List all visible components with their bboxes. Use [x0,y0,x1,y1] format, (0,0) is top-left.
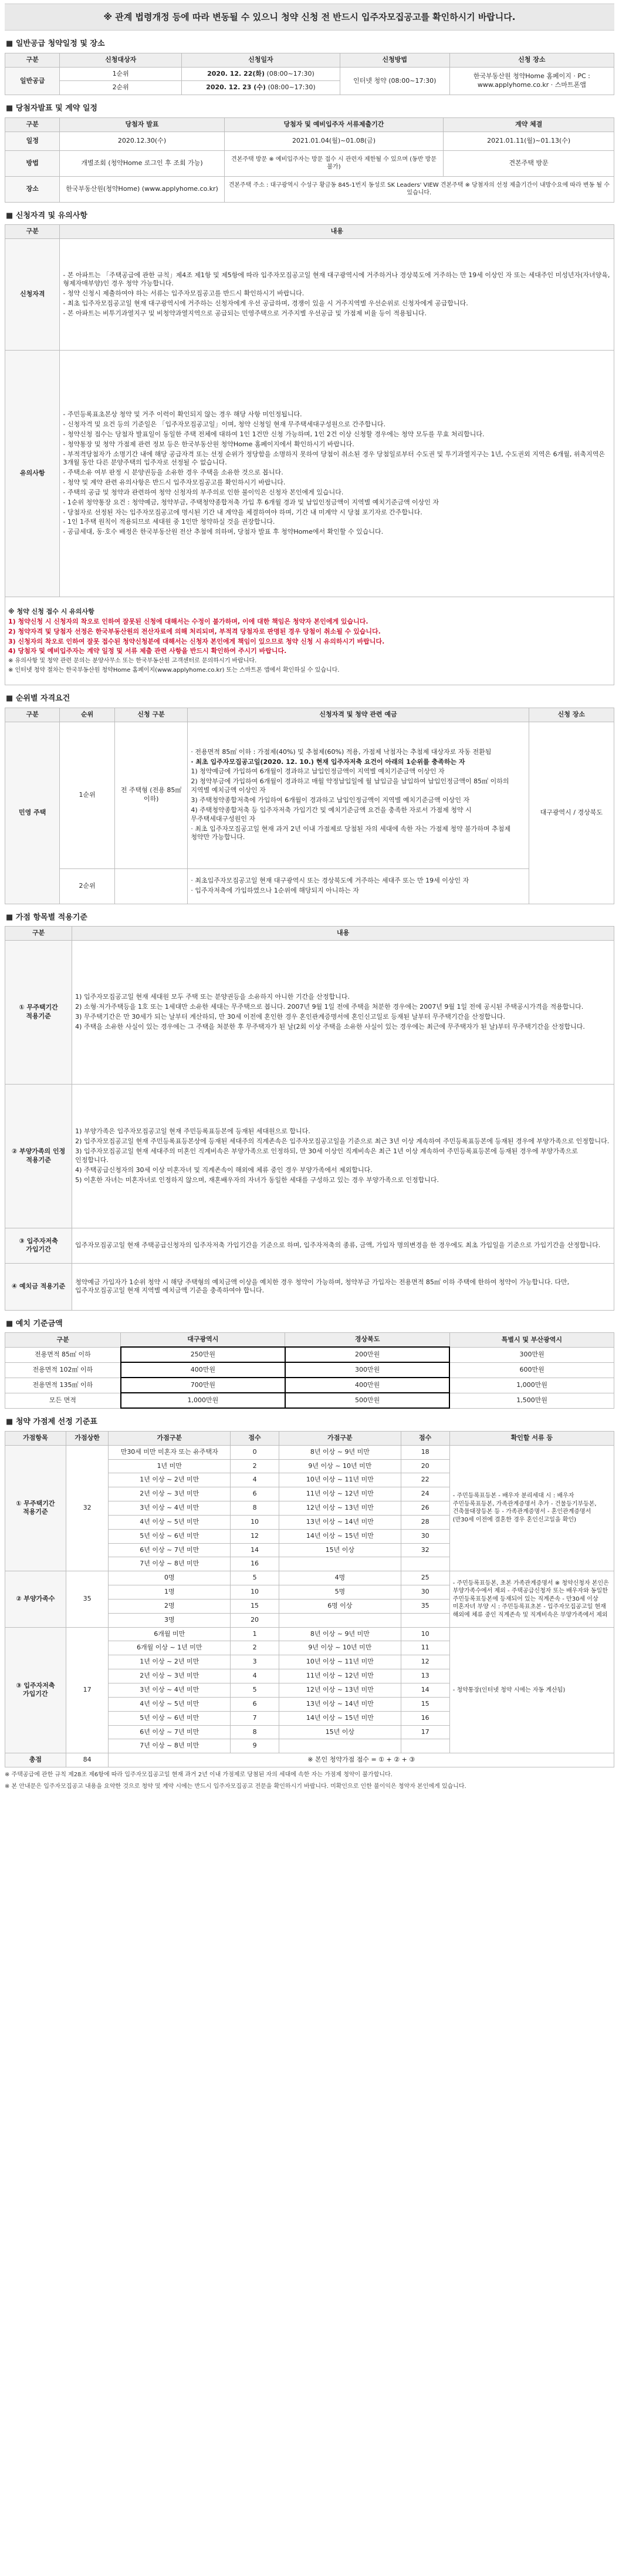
score-points: 32 [401,1543,449,1557]
boxed-notes [5,597,614,685]
deposit-daegu: 700만원 [121,1378,285,1393]
score-range: 2년 이상 ~ 3년 미만 [109,1669,231,1683]
time-value: 08:00~17:30 [270,83,313,92]
score-range: 10년 이상 ~ 11년 미만 [279,1655,401,1669]
col-header: 구분 [5,1333,121,1347]
col-header: 구분 [5,225,60,239]
score-points: 28 [401,1515,449,1529]
score-points: 10 [231,1585,279,1600]
col-header: 당첨자 및 예비입주자 서류제출기간 [224,117,444,132]
score-points: 24 [401,1487,449,1501]
table-cell: 개별조회 (청약Home 로그인 후 조회 가능) [60,150,224,176]
score-points: 11 [401,1641,449,1655]
score-points: 16 [401,1711,449,1725]
score-range: 11년 이상 ~ 12년 미만 [279,1487,401,1501]
date-cell: 2020. 12. 22(화) (08:00~17:30) [182,67,340,81]
col-header: 특별시 및 부산광역시 [449,1333,614,1347]
col-header: 신청자격 및 청약 관련 예금 [188,708,529,722]
criteria-table [5,926,614,1311]
col-header: 대구광역시 [121,1333,285,1347]
text-line: · 최초 입주자모집공고일(2020. 12. 10.) 현재 입주자저축 요건이 아래의 1순위를 충족하는 자 [191,757,465,766]
section-title-criteria: ■ 가점 항목별 적용기준 [5,912,614,923]
rank-1-content [188,722,529,868]
required-docs: - 주민등록표등본, 초본 가족관계증명서 ※ 청약신청자 본인은 부양가족수에서 제외 - 주택공급신청자 또는 배우자와 동일한 주민등록표등본에 등재되어 있는 직계존속 - 만30세 이상 미혼자녀 부양 시 : 주민등록표초본 - 입주자모집공고일 현재 해외에 체류 중인 직계존속 및 직계비속은 부양가족에서 제외 [449,1571,614,1627]
score-points: 15 [231,1599,279,1613]
criteria-content [72,1228,614,1263]
col-header: 신청 구분 [114,708,188,722]
text-line: · 최초 입주자모집공고일 현재 과거 2년 이내 가점제로 당첨된 자의 세대에 속한 자는 가점제 청약 불가하며 추첨제 청약만 가능합니다. [191,824,510,841]
caution-content [60,351,614,597]
rank-label: 1순위 [60,722,114,868]
announcement-table [5,117,614,203]
score-range: 15년 이상 [279,1543,401,1557]
score-points: 35 [401,1599,449,1613]
score-range: 만30세 미만 미혼자 또는 유주택자 [109,1445,231,1459]
type-cell: 전 주택형 (전용 85㎡ 이하) [114,722,188,868]
score-points: 10 [401,1627,449,1641]
text-line: - 청약 신청시 제출하여야 하는 서류는 입주자모집공고를 반드시 확인하시기 바랍니다. [63,289,305,298]
score-points: 16 [231,1557,279,1571]
score-range: 6명 이상 [279,1599,401,1613]
total-value: 84 [66,1753,109,1767]
score-points: 2 [231,1459,279,1473]
score-range [279,1557,401,1571]
text-line: 4) 주택청약종합저축 등 입주자저축 가입기간 및 예치기준금액 요건을 충족한 자로서 가점제 청약 시 무주택세대구성원인 자 [191,806,472,823]
score-points: 12 [401,1655,449,1669]
text-line: - 최초 입주자모집공고일 현재 대구광역시에 거주하는 신청자에게 우선 공급하며, 경쟁이 있을 시 거주지역별 우선순위로 신청자에게 공급합니다. [63,299,468,308]
text-line: 2) 소형·저가주택등을 1호 또는 1세대만 소유한 세대는 무주택으로 봅니다. 2007년 9월 1일 전에 주택을 처분한 경우에는 2007년 9월 1일 전에 공시된 주택공시가격을 적용합니다. [75,1003,584,1011]
rank-table [5,708,614,904]
deposit-daegu: 400만원 [121,1362,285,1378]
score-range: 8년 이상 ~ 9년 미만 [279,1445,401,1459]
col-header: 점수 [231,1431,279,1445]
score-points: 0 [231,1445,279,1459]
score-range: 9년 이상 ~ 10년 미만 [279,1641,401,1655]
score-range: 1년 이상 ~ 2년 미만 [109,1473,231,1487]
score-points: 6 [231,1697,279,1711]
table-row [5,1445,614,1459]
text-line: 1) 청약예금에 가입하여 6개월이 경과하고 납입인정금액이 지역별 예치기준금액 이상인 자 [191,767,445,776]
text-line: · 입주자저축에 가입하였으나 1순위에 해당되지 아니하는 자 [191,887,359,894]
text-line: 3) 주택청약종합저축에 가입하여 6개월이 경과하고 납입인정금액이 지역별 예치기준금액 이상인 자 [191,796,470,804]
rank-2-content [188,868,529,904]
table-cell: 2021.01.11(월)~01.13(수) [444,132,614,150]
text-line: - 당첨자로 선정된 자는 입주자모집공고에 명시된 기간 내 계약을 체결하여야 하며, 기간 내 미계약 시 당첨 포기자로 간주합니다. [63,508,422,516]
deposit-gyeongbuk: 200만원 [285,1347,449,1362]
deposit-daegu: 1,000만원 [121,1393,285,1408]
score-points: 1 [231,1627,279,1641]
score-range: 6년 이상 ~ 7년 미만 [109,1543,231,1557]
text-line: 4) 주택공급신청자의 30세 이상 미혼자녀 및 직계존속이 해외에 체류 중인 경우 부양가족에서 제외합니다. [75,1166,373,1174]
score-range: 9년 이상 ~ 10년 미만 [279,1459,401,1473]
text-line: - 부적격당첨자가 소명기간 내에 해당 공급자격 또는 선정 순위가 정당함을 소명하지 못하여 당첨이 취소된 경우 당첨일로부터 수도권 및 투기과열지구는 1년, 수도권외 지역은 6개월, 위축지역은 3개월 동안 다른 분양주택의 입주자로 선정될 수 없습니다. [63,450,605,467]
score-range [279,1613,401,1627]
table-cell: 2021.01.04(월)~01.08(금) [224,132,444,150]
col-header: 가점구분 [279,1431,401,1445]
text-line: ※ 청약 신청 접수 시 유의사항 [8,608,94,615]
score-points: 14 [231,1543,279,1557]
text-line: · 전용면적 85㎡ 이하 : 가점제(40%) 및 추첨제(60%) 적용, 가점제 낙첨자는 추첨제 대상자로 자동 전환됨 [191,747,492,756]
row-label: ③ 입주자저축 가입기간 [5,1228,72,1263]
row-group-label: 일반공급 [5,67,60,95]
score-range: 1년 이상 ~ 2년 미만 [109,1655,231,1669]
text-line: 3) 입주자모집공고일 현재 세대주의 미혼인 직계비속은 부양가족으로 인정하되, 만 30세 이상인 직계비속은 최근 1년 이상 계속하여 주민등록표등본에 등재된 경우에 부양가족으로 인정합니다. [75,1147,578,1164]
schedule-table [5,53,614,96]
text-line: 1) 청약신청 시 신청자의 착오로 인하여 잘못된 신청에 대해서는 수정이 불가하며, 이에 대한 책임은 청약자 본인에게 있습니다. [8,617,368,625]
score-points: 22 [401,1473,449,1487]
col-header: 가점항목 [5,1431,66,1445]
text-line: · 최초입주자모집공고일 현재 대구광역시 또는 경상북도에 거주하는 세대주 또는 만 19세 이상인 자 [191,877,469,885]
score-range: 15년 이상 [279,1725,401,1739]
score-range: 3년 이상 ~ 4년 미만 [109,1501,231,1516]
score-range: 0명 [109,1571,231,1585]
score-points: 13 [401,1669,449,1683]
score-points: 8 [231,1725,279,1739]
score-range [279,1739,401,1753]
col-header: 구분 [5,53,60,67]
section-title-eligibility: ■ 신청자격 및 유의사항 [5,211,614,221]
score-points: 17 [401,1725,449,1739]
col-header: 구분 [5,117,60,132]
deposit-daegu: 250만원 [121,1347,285,1362]
section-title-announcement: ■ 당첨자발표 및 계약 일정 [5,103,614,114]
required-docs: - 청약통장(인터넷 청약 시에는 자동 계산됨) [449,1627,614,1753]
text-line: - 본 아파트는 「주택공급에 관한 규칙」제4조 제1항 및 제5항에 따라 입주자모집공고일 현재 대구광역시에 거주하거나 경상북도에 거주하는 만 19세 이상인 자 또는 세대주인 미성년자(자녀양육, 형제자매부양)인 경우 청약 가능합니다. [63,271,610,288]
score-points: 12 [231,1529,279,1543]
score-range: 12년 이상 ~ 13년 미만 [279,1683,401,1698]
required-docs: - 주민등록표등본 - 배우자 분리세대 시 : 배우자 주민등록표등본, 가족관계증명서 추가 - 건물등기부등본, 건축물대장등본 등 - 가족관계증명서 - 혼인관계증명서 (만30세 이전에 결혼한 경우 혼인신고일을 확인) [449,1445,614,1571]
deposit-gyeongbuk: 400만원 [285,1378,449,1393]
rank-2: 2순위 [60,81,182,95]
row-label: 신청자격 [5,239,60,351]
score-points: 5 [231,1571,279,1585]
score-range: 3년 이상 ~ 4년 미만 [109,1683,231,1698]
text-line: 2) 청약부금에 가입하여 6개월이 경과하고 매월 약정납입일에 월 납입금을 납입하여 납입인정금액이 85㎡ 이하의 지역별 예치금액 이상인 자 [191,777,509,794]
text-line: - 주택의 공급 및 청약과 관련하여 청약 신청자의 부주의로 인한 불이익은 신청자 본인에게 있습니다. [63,488,344,496]
row-label: ④ 예치금 적용기준 [5,1263,72,1310]
text-line: 3) 신청자의 착오로 인하여 잘못 접수된 청약신청분에 대해서는 신청자 본인에게 책임이 있으므로 청약 신청 시 유의하시기 바랍니다. [8,637,385,645]
score-points: 30 [401,1585,449,1600]
score-range: 6년 이상 ~ 7년 미만 [109,1725,231,1739]
score-range: 6개월 이상 ~ 1년 미만 [109,1641,231,1655]
col-header: 구분 [5,708,60,722]
col-header: 가점상한 [66,1431,109,1445]
deposit-gyeongbuk: 500만원 [285,1393,449,1408]
criteria-content [72,1084,614,1228]
score-points: 4 [231,1669,279,1683]
score-range: 5명 [279,1585,401,1600]
text-line: - 청약통장 및 청약 가점제 관련 정보 등은 한국부동산원 청약Home 홈페이지에서 확인하시기 바랍니다. [63,440,354,448]
score-points: 20 [401,1459,449,1473]
col-header: 순위 [60,708,114,722]
score-range: 12년 이상 ~ 13년 미만 [279,1501,401,1516]
type-cell [114,868,188,904]
deposit-special: 1,000만원 [449,1378,614,1393]
criteria-content [72,1263,614,1310]
table-row [5,1571,614,1585]
score-max: 32 [66,1445,109,1571]
score-points: 25 [401,1571,449,1585]
time-value: 08:00~17:30 [269,69,312,78]
score-points: 8 [231,1501,279,1516]
score-range: 11년 이상 ~ 12년 미만 [279,1669,401,1683]
row-label: ② 부양가족의 인정 적용기준 [5,1084,72,1228]
score-range: 4년 이상 ~ 5년 미만 [109,1515,231,1529]
text-line: ※ 인터넷 청약 절차는 한국부동산원 청약Home 홈페이지(www.applyhome.co.kr) 또는 스마트폰 앱에서 확인하실 수 있습니다. [8,666,340,674]
score-points: 6 [231,1487,279,1501]
table-cell: 견본주택 방문 ※ 예비입주자는 방문 접수 시 관련자 제한될 수 있으며 (동반 방문 불가) [224,150,444,176]
text-line: - 1순위 청약통장 요건 : 청약예금, 청약부금, 주택청약종합저축 가입 후 6개월 경과 및 납입인정금액이 지역별 예치기준금액 이상인 자 [63,498,439,506]
score-range: 14년 이상 ~ 15년 미만 [279,1711,401,1725]
score-range: 5년 이상 ~ 6년 미만 [109,1711,231,1725]
text-line: 1) 입주자모집공고일 현재 세대원 모두 주택 또는 분양권등을 소유하지 아니한 기간을 산정합니다. [75,993,350,1001]
total-label: 총점 [5,1753,66,1767]
table-cell: 한국부동산원(청약Home) (www.applyhome.co.kr) [60,176,224,202]
score-range: 1년 미만 [109,1459,231,1473]
section-title-score: ■ 청약 가점제 선정 기준표 [5,1417,614,1427]
score-points: 2 [231,1641,279,1655]
text-line: 입주자모집공고일 현재 주택공급신청자의 입주자저축 가입기간을 기준으로 하며, 입주자저축의 종류, 금액, 가입자 명의변경을 한 경우에도 최초 가입일을 기준으로 가입기간을 산정합니다. [75,1241,601,1249]
place-cell: 대구광역시 / 경상북도 [529,722,614,904]
score-group-label: ③ 입주자저축 가입기간 [5,1627,66,1753]
col-header: 계약 체결 [444,117,614,132]
score-range: 4년 이상 ~ 5년 미만 [109,1697,231,1711]
score-points: 18 [401,1445,449,1459]
score-points: 5 [231,1683,279,1698]
score-points: 20 [231,1613,279,1627]
text-line: - 본 아파트는 비투기과열지구 및 비청약과열지역으로 공급되는 민영주택으로 거주지별 우선공급 및 가점제 비율 등이 적용됩니다. [63,309,427,317]
table-cell: 견본주택 방문 [444,150,614,176]
text-line: ※ 유의사항 및 청약 관련 문의는 분양사무소 또는 한국부동산원 고객센터로 문의하시기 바랍니다. [8,658,257,665]
score-range: 6개월 미만 [109,1627,231,1641]
col-header: 신청방법 [340,53,449,67]
row-label: ① 무주택기간 적용기준 [5,940,72,1084]
score-points: 7 [231,1711,279,1725]
row-label: 전용면적 135㎡ 이하 [5,1378,121,1393]
text-line: 5) 이혼한 자녀는 미혼자녀로 인정하지 않으며, 재혼배우자의 자녀가 동일한 세대를 구성하고 있는 경우 부양가족으로 인정합니다. [75,1176,439,1184]
score-range: 2년 이상 ~ 3년 미만 [109,1487,231,1501]
date-value: 2020. 12. 23 (수) [206,83,266,92]
place-cell: 한국부동산원 청약Home 홈페이지 · PC : www.applyhome.co.kr · 스마트폰앱 [449,67,614,95]
score-range: 2명 [109,1599,231,1613]
score-table [5,1431,614,1767]
score-range: 3명 [109,1613,231,1627]
table-cell: 견본주택 주소 : 대구광역시 수성구 황금동 845-1번지 동성로 SK Leaders' VIEW 견본주택 ※ 당첨자의 선정 제출기간이 내방수요에 따라 변동 될 수 있습니다. [224,176,614,202]
text-line: - 주택소유 여부 판정 시 분양권등을 소유한 경우 주택을 소유한 것으로 봅니다. [63,469,283,477]
score-points [401,1557,449,1571]
score-range: 10년 이상 ~ 11년 미만 [279,1473,401,1487]
deposit-table [5,1332,614,1409]
score-range: 7년 이상 ~ 8년 미만 [109,1557,231,1571]
score-group-label: ① 무주택기간 적용기준 [5,1445,66,1571]
score-range: 1명 [109,1585,231,1600]
score-points: 4 [231,1473,279,1487]
footnote: ※ 본 안내문은 입주자모집공고 내용을 요약한 것으로 청약 및 계약 시에는 반드시 입주자모집공고 전문을 확인하시기 바랍니다. 미확인으로 인한 불이익은 청약자 본인에게 있습니다. [5,1783,466,1790]
row-group-label: 민영 주택 [5,722,60,904]
section-title-schedule: ■ 일반공급 청약일정 및 장소 [5,39,614,49]
score-points: 15 [401,1697,449,1711]
col-header: 신청 장소 [529,708,614,722]
section-title-rank: ■ 순위별 자격요건 [5,693,614,704]
score-range: 7년 이상 ~ 8년 미만 [109,1739,231,1753]
text-line: 1) 부양가족은 입주자모집공고일 현재 주민등록표등본에 등재된 세대원으로 합니다. [75,1127,310,1136]
col-header: 내용 [60,225,614,239]
col-header: 확인할 서류 등 [449,1431,614,1445]
text-line: 3) 무주택기간은 만 30세가 되는 날부터 계산하되, 만 30세 이전에 혼인한 경우 혼인관계증명서에 혼인신고일로 등재된 날부터 무주택기간을 산정합니다. [75,1012,505,1021]
score-max: 35 [66,1571,109,1627]
notice-banner: ※ 관계 법령개정 등에 따라 변동될 수 있으니 청약 신청 전 반드시 입주자모집공고를 확인하시기 바랍니다. [5,4,614,31]
col-header: 신청일자 [182,53,340,67]
criteria-content [72,940,614,1084]
footnote: ※ 주택공급에 관한 규칙 제28조 제6항에 따라 입주자모집공고일 현재 과거 2년 이내 가점제로 당첨된 자의 세대에 속한 자는 가점제 청약이 불가합니다. [5,1772,393,1779]
row-label: 장소 [5,176,60,202]
score-range: 13년 이상 ~ 14년 미만 [279,1697,401,1711]
score-range: 5년 이상 ~ 6년 미만 [109,1529,231,1543]
score-points: 3 [231,1655,279,1669]
col-header: 점수 [401,1431,449,1445]
eligibility-content [60,239,614,351]
text-line: - 청약신청 접수는 당첨자 발표일이 동일한 주택 전체에 대하여 1인 1건만 신청 가능하며, 1인 2건 이상 신청할 경우에는 청약 모두를 무효 처리합니다. [63,430,485,438]
score-points [401,1613,449,1627]
text-line: - 청약 및 계약 관련 유의사항은 반드시 입주자모집공고를 확인하시기 바랍니다. [63,479,286,487]
score-points: 14 [401,1683,449,1698]
text-line: 4) 주택을 소유한 사실이 있는 경우에는 그 주택을 처분한 후 무주택자가 된 날(2회 이상 주택을 소유한 사실이 있는 경우에는 최근에 무주택자가 된 날)부터 무주택기간을 산정합니다. [75,1022,585,1031]
text-line: - 주민등록표초본상 청약 및 거주 이력이 확인되지 않는 경우 해당 사항 미인정됩니다. [63,410,302,419]
eligibility-table [5,224,614,685]
rank-label: 2순위 [60,868,114,904]
score-points: 26 [401,1501,449,1516]
row-label: 전용면적 85㎡ 이하 [5,1347,121,1362]
section-title-deposit: ■ 예치 기준금액 [5,1319,614,1329]
score-range: 8년 이상 ~ 9년 미만 [279,1627,401,1641]
text-line: - 신청자격 및 요건 등의 기준일은 「입주자모집공고일」이며, 청약 신청일 현재 무주택세대구성원으로 간주합니다. [63,420,385,428]
rank-1: 1순위 [60,67,182,81]
row-label: 일정 [5,132,60,150]
col-header: 내용 [72,927,614,941]
score-group-label: ② 부양가족수 [5,1571,66,1627]
text-line: 4) 당첨자 및 예비입주자는 계약 일정 및 서류 제출 관련 사항을 반드시 확인하여 주시기 바랍니다. [8,647,287,655]
col-header: 당첨자 발표 [60,117,224,132]
col-header: 경상북도 [285,1333,449,1347]
score-max: 17 [66,1627,109,1753]
row-label: 전용면적 102㎡ 이하 [5,1362,121,1378]
col-header: 구분 [5,927,72,941]
score-points: 10 [231,1515,279,1529]
score-range: 14년 이상 ~ 15년 미만 [279,1529,401,1543]
deposit-special: 600만원 [449,1362,614,1378]
col-header: 신청대상자 [60,53,182,67]
text-line: 청약예금 가입자가 1순위 청약 시 해당 주택형의 예치금액 이상을 예치한 경우 청약이 가능하며, 청약부금 가입자는 전용면적 85㎡ 이하 주택에 한하여 청약이 가능합니다. 다만, 입주자모집공고일 현재 지역별 예치금액 기준을 충족하여야 합니다. [75,1278,570,1295]
score-body [5,1445,614,1753]
deposit-special: 300만원 [449,1347,614,1362]
row-label: 모든 면적 [5,1393,121,1408]
text-line: - 공급세대, 동·호수 배정은 한국부동산원 전산 추첨에 의하며, 당첨자 발표 후 청약Home에서 확인할 수 있습니다. [63,528,384,536]
table-row [5,1627,614,1641]
score-range: 13년 이상 ~ 14년 미만 [279,1515,401,1529]
total-note: ※ 본인 청약가점 점수 = ① + ② + ③ [109,1753,614,1767]
row-label: 유의사항 [5,351,60,597]
table-cell: 2020.12.30(수) [60,132,224,150]
text-line: 2) 입주자모집공고일 현재 주민등록표등본상에 등재된 세대주의 직계존속은 입주자모집공고일을 기준으로 최근 3년 이상 계속하여 주민등록표등본에 등재된 경우에 부양가족으로 인정합니다. [75,1137,610,1146]
deposit-special: 1,500만원 [449,1393,614,1408]
score-points: 9 [231,1739,279,1753]
text-line: 2) 청약자격 및 당첨자 선정은 한국부동산원의 전산자료에 의해 처리되며, 부적격 당첨자로 판명된 경우 당첨이 취소될 수 있습니다. [8,627,381,635]
method-cell: 인터넷 청약 (08:00~17:30) [340,67,449,95]
text-line: - 1인 1주택 원칙이 적용되므로 세대원 중 1인만 청약하실 것을 권장합니다. [63,518,275,526]
date-value: 2020. 12. 22(화) [207,69,265,78]
score-points [401,1739,449,1753]
score-range: 4명 [279,1571,401,1585]
date-cell: 2020. 12. 23 (수) (08:00~17:30) [182,81,340,95]
deposit-gyeongbuk: 300만원 [285,1362,449,1378]
col-header: 가점구분 [109,1431,231,1445]
col-header: 신청 장소 [449,53,614,67]
score-points: 30 [401,1529,449,1543]
row-label: 방법 [5,150,60,176]
